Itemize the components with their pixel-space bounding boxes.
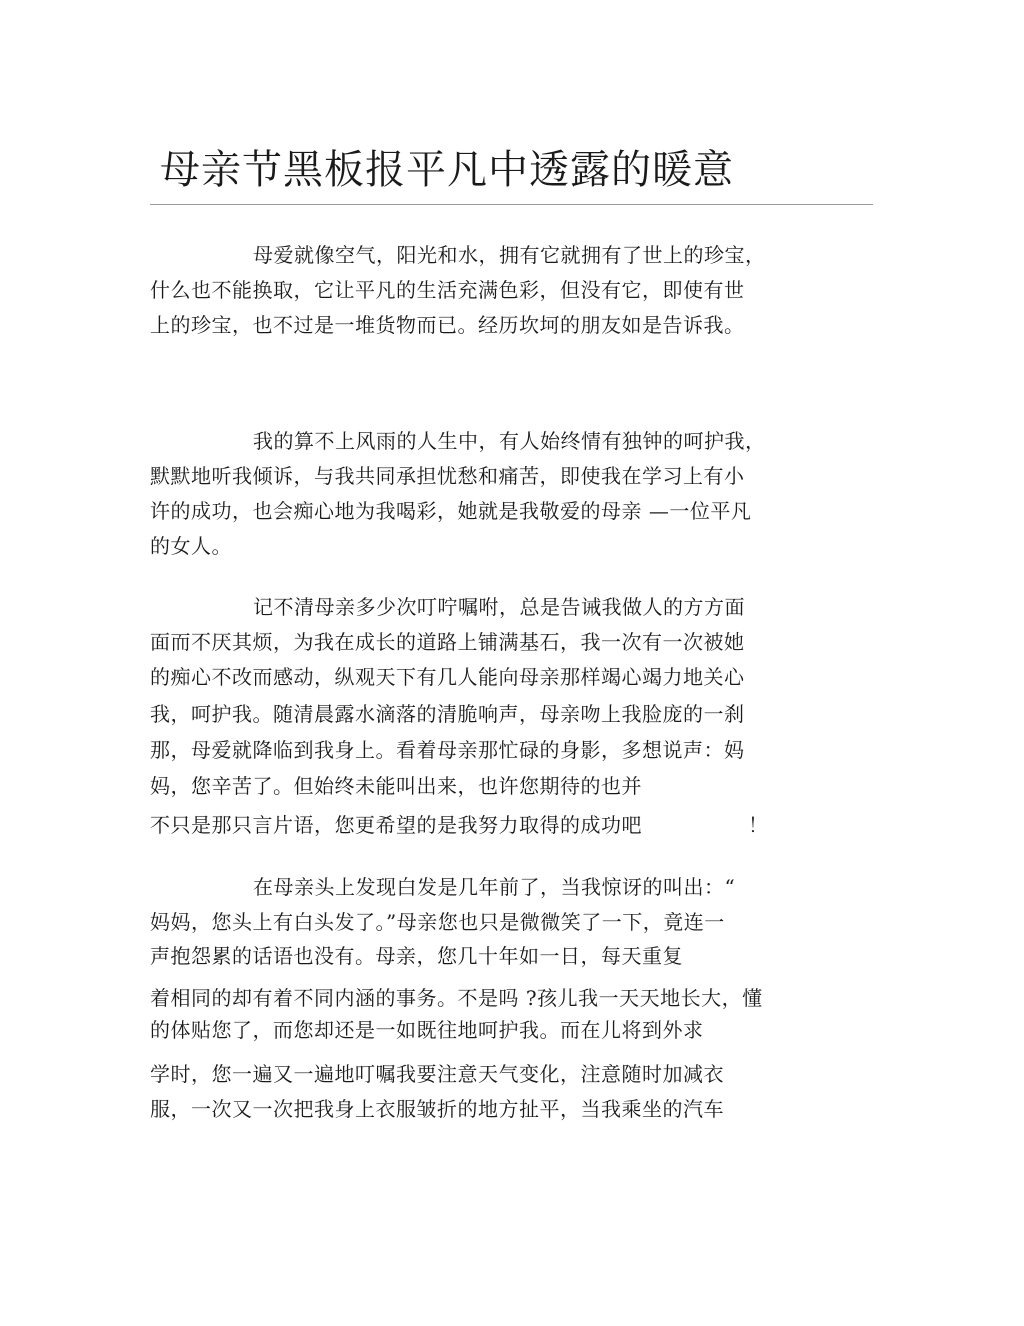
title-divider xyxy=(150,204,873,205)
paragraph-line: 学时，您一遍又一遍地叮嘱我要注意天气变化，注意随时加减衣 xyxy=(150,1062,724,1086)
paragraph-line: 服，一次又一次把我身上衣服皱折的地方扯平，当我乘坐的汽车 xyxy=(150,1097,724,1121)
paragraph-line: 妈妈，您头上有白头发了。”母亲您也只是微微笑了一下，竟连一 xyxy=(150,910,725,934)
paragraph-line: 的痴心不改而感动，纵观天下有几人能向母亲那样竭心竭力地关心 xyxy=(150,665,745,689)
paragraph-line: 那，母爱就降临到我身上。看着母亲那忙碌的身影，多想说声：妈 xyxy=(150,738,745,762)
paragraph-line: 我，呵护我。随清晨露水滴落的清脆响声，母亲吻上我脸庞的一刹 xyxy=(150,702,745,726)
paragraph-line: 母爱就像空气，阳光和水，拥有它就拥有了世上的珍宝， xyxy=(253,243,766,267)
paragraph-line: 上的珍宝，也不过是一堆货物而已。经历坎坷的朋友如是告诉我。 xyxy=(150,313,745,337)
paragraph-line: 许的成功，也会痴心地为我喝彩，她就是我敬爱的母亲 —一位平凡 xyxy=(150,499,752,523)
paragraph-line: 的体贴您了，而您却还是一如既往地呵护我。而在儿将到外求 xyxy=(150,1018,704,1042)
paragraph-line: 我的算不上风雨的人生中，有人始终情有独钟的呵护我， xyxy=(253,429,766,453)
paragraph-line: 不只是那只言片语，您更希望的是我努力取得的成功吧 xyxy=(150,813,642,837)
paragraph-line: 什么也不能换取，它让平凡的生活充满色彩，但没有它，即使有世 xyxy=(150,278,745,302)
page-title: 母亲节黑板报平凡中透露的暖意 xyxy=(160,147,734,193)
paragraph-line: 声抱怨累的话语也没有。母亲，您几十年如一日，每天重复 xyxy=(150,944,683,968)
paragraph-line: 的女人。 xyxy=(150,534,232,558)
paragraph-line: 默默地听我倾诉，与我共同承担忧愁和痛苦，即使我在学习上有小 xyxy=(150,464,745,488)
paragraph-line: 记不清母亲多少次叮咛嘱咐，总是告诫我做人的方方面 xyxy=(253,595,745,619)
paragraph-line: ！ xyxy=(748,813,769,837)
paragraph-line: 面而不厌其烦，为我在成长的道路上铺满基石，我一次有一次被她 xyxy=(150,630,745,654)
paragraph-line: 在母亲头上发现白发是几年前了，当我惊讶的叫出：“ xyxy=(253,875,736,899)
paragraph-line: 着相同的却有着不同内涵的事务。不是吗 ?孩儿我一天天地长大，懂 xyxy=(150,986,763,1010)
paragraph-line: 妈，您辛苦了。但始终未能叫出来，也许您期待的也并 xyxy=(150,774,642,798)
